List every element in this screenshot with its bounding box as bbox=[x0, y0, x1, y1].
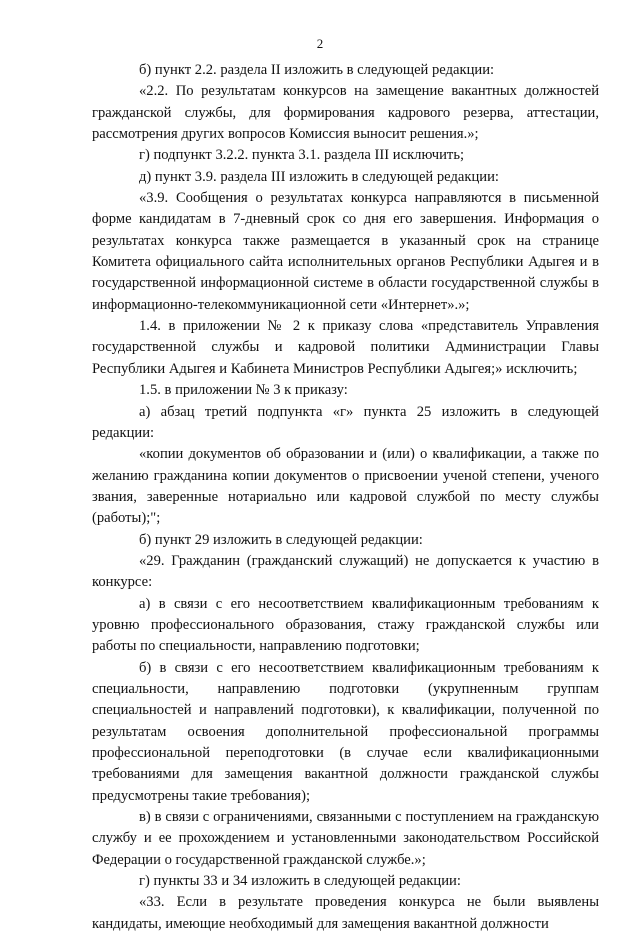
paragraph: «копии документов об образовании и (или) о квалификации, а также по желанию гражданина копии документов о присвоении ученой степени, ученого звания, заверенные нотариально или кадровой службой по месту службы (работы);"; bbox=[92, 446, 599, 527]
paragraph: г) пункты 33 и 34 изложить в следующей редакции: bbox=[139, 873, 461, 890]
document-body bbox=[92, 60, 599, 935]
paragraph: б) в связи с его несоответствием квалификационным требованиям к специальности, направлению подготовки (укрупненным группам специальностей и направлений подготовки), к квалификации, полученной по результатам освоения дополнительной профессиональной программы профессиональной переподготовки (в случае если квалификационными требованиями для замещения вакантной должности гражданской службы предусмотрены такие требования); bbox=[92, 659, 599, 804]
paragraph: 1.4. в приложении № 2 к приказу слова «представитель Управления государственной службы и кадровой политики Администрации Главы Республики Адыгея и Кабинета Министров Республики Адыгея;» исключить; bbox=[92, 318, 599, 377]
paragraph: а) в связи с его несоответствием квалификационным требованиям к уровню профессионального образования, стажу гражданской службы или работы по специальности, направлению подготовки; bbox=[92, 595, 599, 655]
paragraph: а) абзац третий подпункта «г» пункта 25 изложить в следующей редакции: bbox=[92, 403, 599, 441]
paragraph: «33. Если в результате проведения конкурса не были выявлены кандидаты, имеющие необходимый для замещения вакантной должности bbox=[92, 894, 599, 932]
paragraph: «2.2. По результатам конкурсов на замещение вакантных должностей гражданской службы, для формирования кадрового резерва, аттестации, рассмотрения других вопросов Комиссия выносит решения.»; bbox=[92, 83, 599, 143]
paragraph: в) в связи с ограничениями, связанными с поступлением на гражданскую службу и ее прохождением и установленными законодательством Российской Федерации о государственной гражданской службе.»; bbox=[92, 809, 599, 868]
paragraph: «3.9. Сообщения о результатах конкурса направляются в письменной форме кандидатам в 7-дневный срок со дня его завершения. Информация о результатах конкурса также размещается в указанный срок на странице Комитета официального сайта исполнительных органов Республики Адыгея и в государственной информационной системе в области государственной службы в информационно-телекоммуникационной сети «Интернет».»; bbox=[92, 190, 599, 313]
paragraph: д) пункт 3.9. раздела III изложить в следующей редакции: bbox=[139, 168, 499, 185]
paragraph: «29. Гражданин (гражданский служащий) не допускается к участию в конкурсе: bbox=[92, 552, 599, 591]
paragraph: б) пункт 29 изложить в следующей редакции: bbox=[139, 531, 423, 548]
paragraph: б) пункт 2.2. раздела II изложить в следующей редакции: bbox=[139, 62, 495, 78]
page-number: 2 bbox=[316, 36, 324, 51]
paragraph: г) подпункт 3.2.2. пункта 3.1. раздела III исключить; bbox=[139, 147, 465, 164]
paragraph: 1.5. в приложении № 3 к приказу: bbox=[139, 382, 348, 399]
